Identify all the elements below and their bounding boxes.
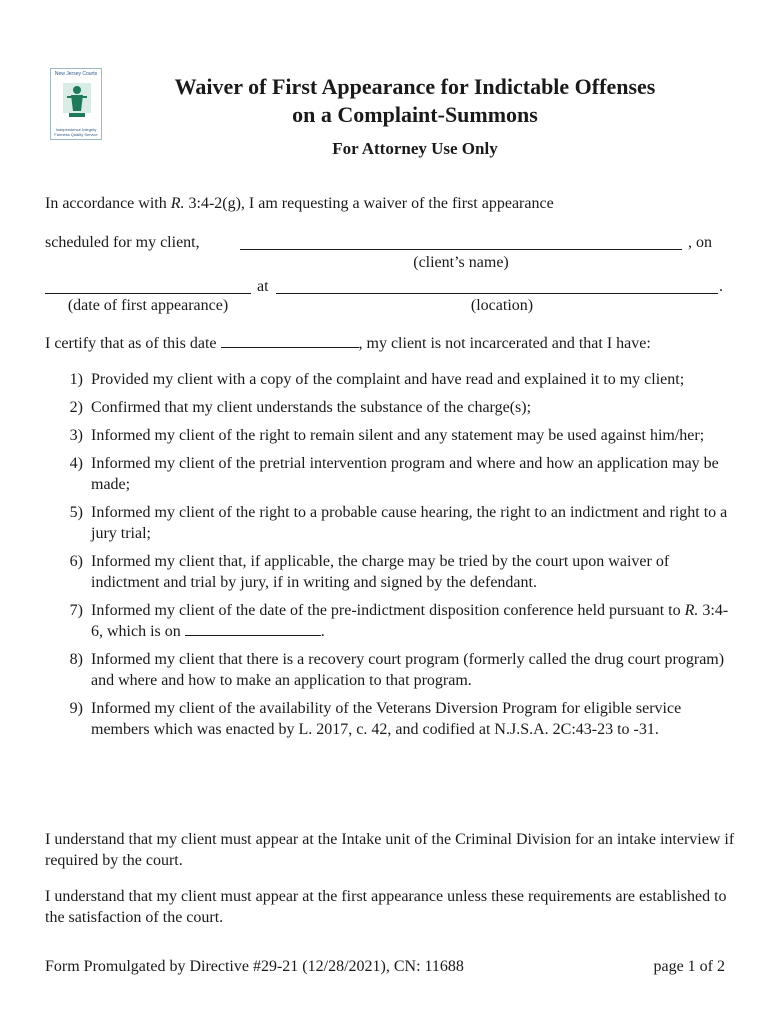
client-name-field[interactable] [240,249,682,250]
intro-text-b: 3:4-2(g), I am requesting a waiver of the first appearance [184,195,554,212]
location-caption: (location) [470,297,534,314]
item-text: Provided my client with a copy of the complaint and have read and explained it to my client; [91,371,685,388]
item-text-end: . [320,623,325,640]
list-item [45,649,735,691]
date-caption: (date of first appearance) [67,297,229,314]
on-label: , on [688,234,712,251]
item-text-a: Informed my client of the date of the pre-indictment disposition conference held pursuant to [91,602,685,619]
first-appearance-date-field[interactable] [45,293,251,294]
intro-text-a: In accordance with [45,195,171,212]
at-label: at [257,278,269,295]
item-number: 5) [69,504,83,521]
certify-text-a: I certify that as of this date [45,335,217,352]
item-number: 9) [69,700,83,717]
nj-courts-logo [50,68,102,140]
item-text: Informed my client of the right to a probable cause hearing, the right to an indictment and right to a jury trial; [91,504,728,542]
item-number: 2) [69,399,83,416]
certify-text [45,333,651,354]
intake-paragraph: I understand that my client must appear at the Intake unit of the Criminal Division for an intake interview if required by the court. [45,831,735,869]
certify-date-field[interactable] [221,333,359,348]
rule-ref: R. [684,602,699,619]
location-field[interactable] [276,293,718,294]
item-text: Informed my client of the availability of the Veterans Diversion Program for eligible service members which was enacted by L. 2017, c. 42, and codified at N.J.S.A. 2C:43-23 to -31. [91,700,682,738]
item-text: Confirmed that my client understands the substance of the charge(s); [91,399,532,416]
scheduled-label: scheduled for my client, [45,234,200,251]
list-item [45,425,735,446]
page-title-line-1: Waiver of First Appearance for Indictable Offenses [174,74,656,99]
item-text [91,600,735,642]
list-item [45,502,735,544]
list-item [45,551,735,593]
footer-page-number: page 1 of 2 [653,958,725,975]
item-number: 7) [69,602,83,619]
conference-date-field[interactable] [185,621,321,636]
item-number: 4) [69,455,83,472]
item-number: 1) [69,371,83,388]
list-item [45,600,735,642]
intro-text [45,194,554,214]
certify-text-b: , my client is not incarcerated and that I have: [358,335,651,352]
page-subtitle: For Attorney Use Only [332,139,498,158]
justice-figure-icon [61,81,93,121]
list-item [45,698,735,740]
page-title-line-2: on a Complaint-Summons [292,102,538,127]
item-text-b: 3:4-6, which is on [91,602,729,640]
footer-form-info: Form Promulgated by Directive #29-21 (12/28/2021), CN: 11688 [45,958,464,975]
item-number: 6) [69,553,83,570]
logo-bottom-text: Independence Integrity Fairness Quality Service [54,127,98,137]
rule-ref: R. [170,195,185,212]
list-item [45,453,735,495]
item-text: Informed my client that, if applicable, the charge may be tried by the court upon waiver of indictment and trial by jury, if in writing and signed by the defendant. [91,553,670,591]
logo-top-text: New Jersey Courts [54,71,98,77]
list-item [45,369,735,390]
item-text: Informed my client of the pretrial intervention program and where and how an application may be made; [91,455,719,493]
period: . [719,278,723,295]
item-text: Informed my client of the right to remain silent and any statement may be used against him/her; [91,427,705,444]
certification-list [45,369,735,747]
client-name-caption: (client’s name) [413,254,509,271]
list-item [45,397,735,418]
item-number: 3) [69,427,83,444]
item-number: 8) [69,651,83,668]
first-appearance-paragraph: I understand that my client must appear at the first appearance unless these requirements are established to the satisfaction of the court. [45,888,727,926]
item-text: Informed my client that there is a recovery court program (formerly called the drug court program) and where and how to make an application to that program. [91,651,725,689]
